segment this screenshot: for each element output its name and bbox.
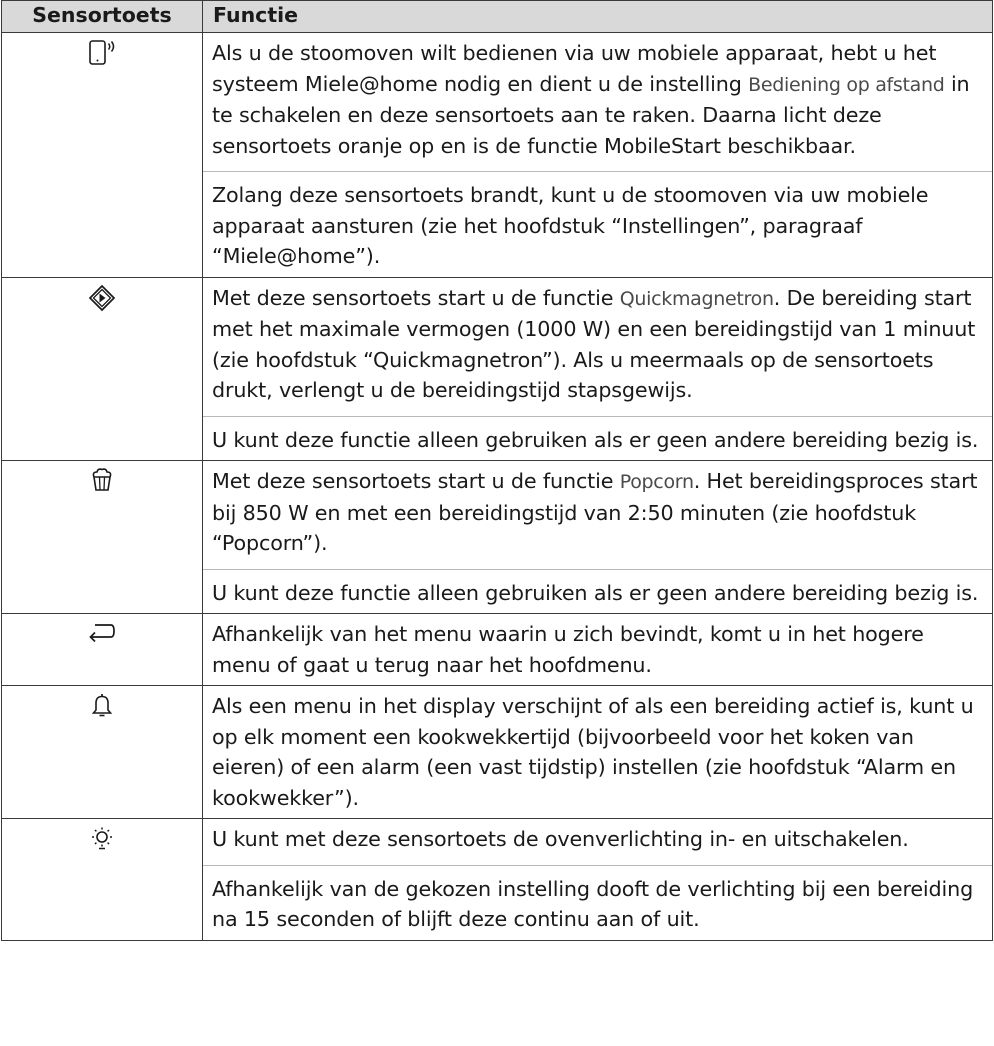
icon-cell [2,461,203,614]
description-paragraph [203,33,992,171]
table-row [2,461,993,614]
text-span: in te schakelen en deze sensortoets aan te raken. Daarna licht deze sensortoets oranje op en is de functie MobileStart beschikbaar. [212,71,970,158]
description-paragraph: Als een menu in het display verschijnt of als een bereiding actief is, kunt u op elk moment een kookwekkertijd (bijvoorbeeld voor het koken van eieren) of een alarm (een vast tijdstip) instellen (zie hoofdstuk “Alarm en kookwekker”). [212,694,974,810]
light-icon [88,825,116,851]
quickmagnetron-icon [88,284,116,312]
description-paragraph: U kunt met deze sensortoets de ovenverlichting in- en uitschakelen. [212,827,909,851]
icon-cell [2,277,203,461]
icon-cell [2,819,203,941]
icon-cell [2,33,203,278]
table-row [2,686,993,819]
text-span: Met deze sensortoets start u de functie [212,469,620,493]
text-span: . De bereiding start met het maximale vermogen (1000 W) en een bereidingstijd van 1 minuut (zie hoofdstuk “Quickmagnetron”). Als u meermaals op de sensortoets drukt, verlengt u de bereidingstijd stapsgewijs. [212,285,976,402]
popcorn-icon [89,467,115,493]
back-arrow-icon [87,620,117,644]
sensor-keys-table [1,0,993,941]
function-cell [203,819,993,941]
header-function: Functie [203,1,993,33]
header-sensor-key: Sensortoets [2,1,203,33]
function-cell [203,686,993,819]
description-paragraph: Afhankelijk van het menu waarin u zich bevindt, komt u in het hogere menu of gaat u terug naar het hoofdmenu. [212,622,924,677]
display-text-remote-control: Bediening op afstand [748,73,945,96]
table-row [2,614,993,686]
bell-icon [89,692,115,718]
description-paragraph [203,461,992,569]
text-span: . Het bereidingsproces start bij 850 W en met een bereidingstijd van 2:50 minuten (zie hoofdstuk “Popcorn”). [212,469,978,555]
display-text-popcorn: Popcorn [619,471,694,493]
description-paragraph: U kunt deze functie alleen gebruiken als er geen andere bereiding bezig is. [203,416,992,461]
text-span: Als u de stoomoven wilt bedienen via uw mobiele apparaat, hebt u het systeem Miele@home nodig en dient u de instelling [212,41,937,96]
description-paragraph: U kunt deze functie alleen gebruiken als er geen andere bereiding bezig is. [203,569,992,614]
table-row [2,819,993,941]
icon-cell [2,686,203,819]
header-row [2,1,993,33]
mobile-device-icon [87,39,117,67]
function-cell [203,277,993,461]
display-text-quickmagnetron: Quickmagnetron [619,287,774,310]
description-paragraph [203,278,992,416]
table-header [2,1,993,33]
description-paragraph: Zolang deze sensortoets brandt, kunt u de stoomoven via uw mobiele apparaat aansturen (zie het hoofdstuk “Instellingen”, paragraaf “Miele@home”). [203,171,992,277]
description-paragraph: Afhankelijk van de gekozen instelling dooft de verlichting bij een bereiding na 15 seconden of blijft deze continu aan of uit. [203,865,992,940]
function-cell [203,614,993,686]
table-row [2,33,993,278]
icon-cell [2,614,203,686]
table-row [2,277,993,461]
function-cell [203,33,993,278]
function-cell [203,461,993,614]
text-span: Met deze sensortoets start u de functie [212,285,620,310]
